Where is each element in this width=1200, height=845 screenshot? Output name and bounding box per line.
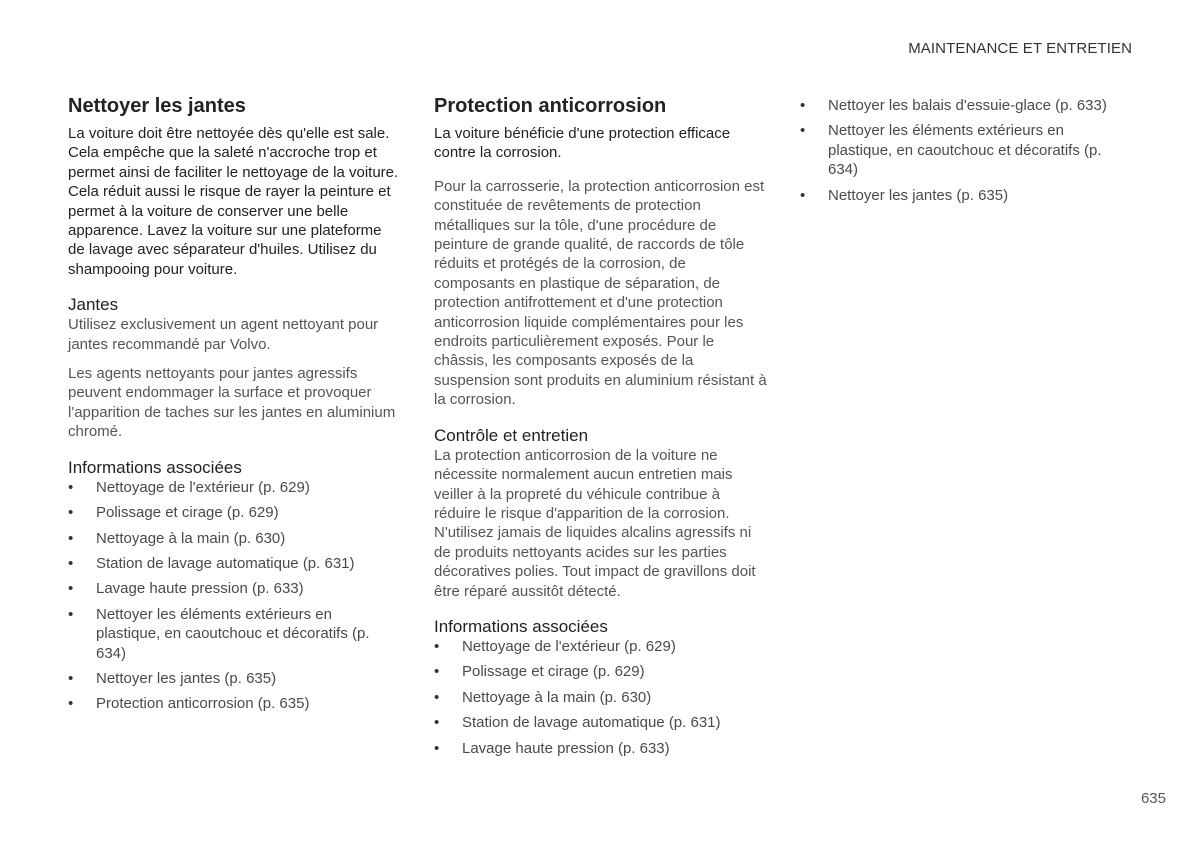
related-link[interactable]: • Lavage haute pression (p. 633): [434, 739, 670, 757]
section-title: Protection anticorrosion: [434, 95, 667, 117]
bullet-icon: •: [434, 688, 440, 706]
related-link[interactable]: • Polissage et cirage (p. 629): [68, 504, 279, 522]
bullet-icon: •: [68, 605, 74, 623]
page-number: 635: [1140, 790, 1166, 807]
bullet-icon: •: [68, 695, 74, 713]
related-link[interactable]: • Nettoyer les balais d'essuie-glace (p. 633): [800, 97, 1107, 114]
section-title: Nettoyer les jantes: [68, 95, 246, 117]
subsection-title: Jantes: [68, 295, 119, 315]
bullet-icon: •: [68, 669, 74, 687]
related-info-title: Informations associées: [434, 616, 608, 636]
subsection-title: Contrôle et entretien: [434, 425, 589, 445]
bullet-icon: •: [68, 504, 74, 522]
bullet-icon: •: [800, 122, 806, 140]
related-link[interactable]: • Nettoyer les éléments extérieurs en plastique, en caoutchouc et décoratifs (p. 634): [68, 605, 370, 662]
related-link[interactable]: • Nettoyage de l'extérieur (p. 629): [434, 637, 676, 655]
body-paragraph: La protection anticorrosion de la voiture ne nécessite normalement aucun entretien mais veiller à la propreté du véhicule contribue à réduire le risque d'apparition de la corrosion. N'utilisez jamais de liquides alcalins agressifs ni de produits nettoyants acides sur les parties décoratives polies. Tout impact de gravillons doit être réparé aussitôt détecté.: [434, 446, 756, 600]
related-link[interactable]: • Station de lavage automatique (p. 631): [434, 714, 721, 732]
related-link[interactable]: • Nettoyage à la main (p. 630): [434, 688, 652, 706]
related-links-list: [434, 637, 770, 758]
related-info-title: Informations associées: [68, 457, 242, 477]
bullet-icon: •: [68, 554, 74, 572]
related-link[interactable]: • Polissage et cirage (p. 629): [434, 663, 645, 681]
intro-paragraph: La voiture bénéficie d'une protection efficace contre la corrosion.: [434, 125, 731, 162]
related-link[interactable]: • Protection anticorrosion (p. 635): [68, 695, 310, 713]
column-protection-anticorrosion: [434, 94, 770, 764]
bullet-icon: •: [800, 186, 806, 204]
related-link[interactable]: • Nettoyer les jantes (p. 635): [800, 186, 1009, 204]
related-link[interactable]: • Nettoyer les éléments extérieurs en plastique, en caoutchouc et décoratifs (p. 634): [800, 122, 1102, 179]
bullet-icon: •: [434, 739, 440, 757]
related-links-list: [800, 96, 1130, 205]
related-links-list: [68, 478, 400, 714]
column-related-continued: [800, 96, 1130, 211]
bullet-icon: •: [68, 478, 74, 496]
related-link[interactable]: • Lavage haute pression (p. 633): [68, 580, 304, 598]
bullet-icon: •: [68, 580, 74, 598]
bullet-icon: •: [434, 714, 440, 732]
related-link[interactable]: • Nettoyer les jantes (p. 635): [68, 669, 277, 687]
body-paragraph: Utilisez exclusivement un agent nettoyant pour jantes recommandé par Volvo.: [68, 316, 379, 353]
intro-paragraph: La voiture doit être nettoyée dès qu'elle est sale. Cela empêche que la saleté n'accroche trop et permet ainsi de faciliter le nettoyage de la voiture. Cela réduit aussi le risque de rayer la peinture et permet à la voiture de conserver une belle apparence. Lavez la voiture sur une plateforme de lavage avec séparateur d'huiles. Utilisez du shampooing pour voiture.: [68, 125, 399, 278]
bullet-icon: •: [800, 97, 806, 114]
body-paragraph: Les agents nettoyants pour jantes agressifs peuvent endommager la surface et provoquer l'apparition de taches sur les jantes en aluminium chromé.: [68, 365, 396, 441]
related-link[interactable]: • Nettoyage à la main (p. 630): [68, 529, 286, 547]
body-paragraph: Pour la carrosserie, la protection anticorrosion est constituée de revêtements de protection métalliques sur la tôle, d'une procédure de peinture de grande qualité, de raccords de tôle réduits et protégés de la corrosion, de composants en plastique de séparation, de protection antifrottement et d'une protection anticorrosion liquide complémentaires pour les endroits particulièrement exposés. Pour le châssis, les composants exposés de la suspension sont produits en aluminium résistant à la corrosion.: [434, 177, 767, 409]
section-header: MAINTENANCE ET ENTRETIEN: [908, 40, 1132, 57]
bullet-icon: •: [434, 663, 440, 681]
column-nettoyer-jantes: [68, 94, 400, 720]
bullet-icon: •: [68, 529, 74, 547]
bullet-icon: •: [434, 637, 440, 655]
related-link[interactable]: • Nettoyage de l'extérieur (p. 629): [68, 478, 310, 496]
related-link[interactable]: • Station de lavage automatique (p. 631): [68, 554, 355, 572]
